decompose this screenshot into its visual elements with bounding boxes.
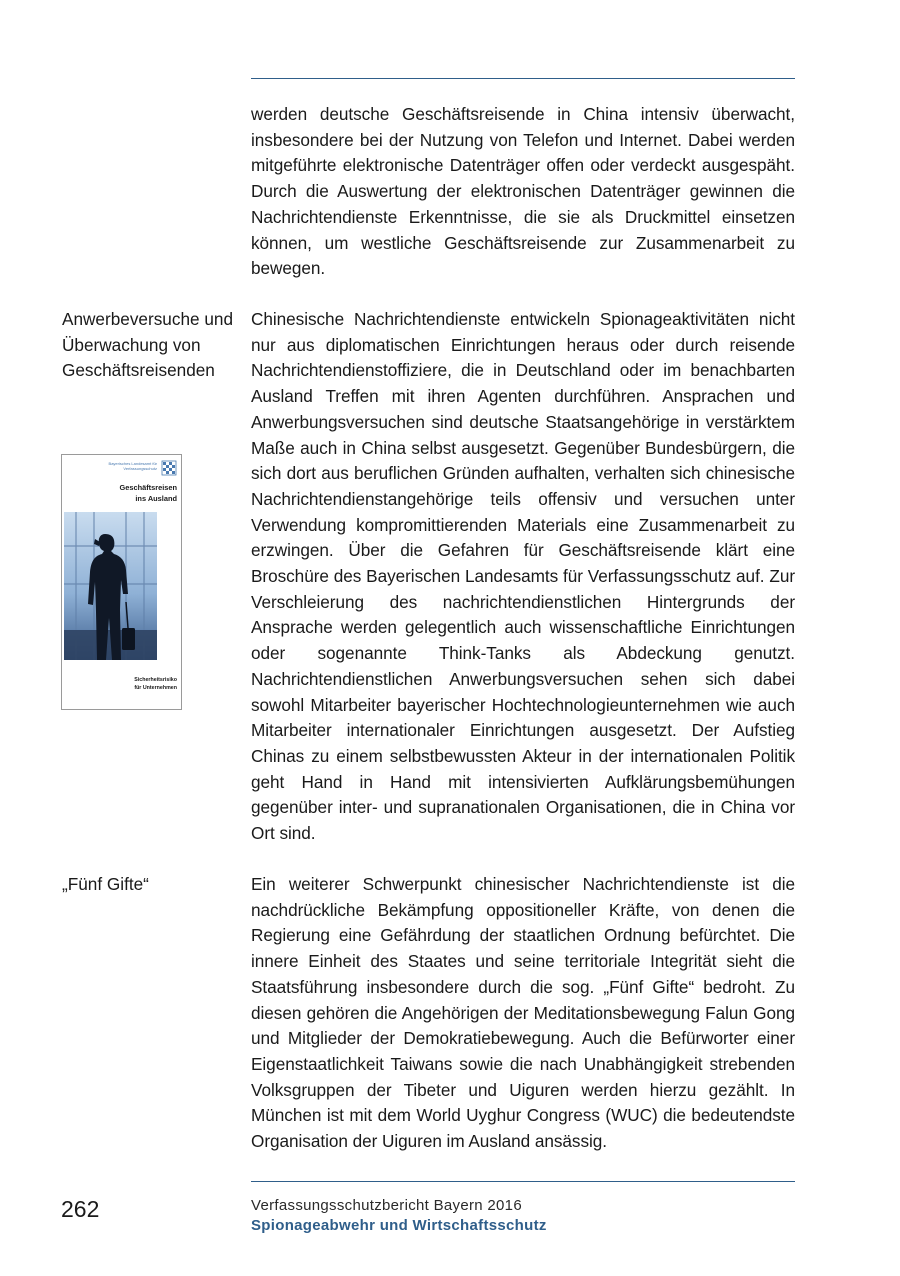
- bavarian-crest-icon: [161, 460, 177, 476]
- paragraph-five-poisons: Ein weiterer Schwerpunkt chinesischer Nachrichtendienste ist die nachdrückliche Bekämpfung oppositioneller Kräfte, von denen die Regierung eine Gefährdung der staatlichen Ordnung befürchtet. Die innere Einheit des Staates und seine territoriale Integrität sieht die Staatsführung insbesondere durch die sog. „Fünf Gifte“ bedroht. Zu diesen gehören die Angehörigen der Meditationsbewegung Falun Gong und Mitglieder der Demokratiebewegung. Auch die Befürworter einer Eigenstaatlichkeit Taiwans sowie die nach Unabhängigkeit strebenden Volksgruppen der Tibeter und Uiguren werden hierzu gezählt. In München ist mit dem World Uyghur Congress (WUC) die bedeutendste Organisation der Uiguren im Ausland ansässig.: [251, 874, 795, 1152]
- paragraph-surveillance: werden deutsche Geschäftsreisende in China intensiv überwacht, insbesondere bei der Nutzung von Telefon und Internet. Dabei werden mitgeführte elektronische Datenträger offen oder verdeckt ausgespäht. Durch die Auswertung der elektronischen Datenträger gewinnen die Nachrichtendienste Erkenntnisse, die sie als Druckmittel einsetzen können, um westliche Geschäftsreisende zur Zusammenarbeit zu bewegen.: [251, 104, 795, 279]
- footer-section-title: Spionageabwehr und Wirtschaftsschutz: [251, 1217, 547, 1234]
- brochure-title: Geschäftsreisen ins Ausland: [119, 483, 177, 503]
- businessman-silhouette-photo: [64, 512, 157, 660]
- bottom-rule: [251, 1181, 795, 1182]
- paragraph-recruitment: Chinesische Nachrichtendienste entwickeln Spionageaktivitäten nicht nur aus diplomatischen Einrichtungen heraus oder durch reisende Nachrichtendienstoffiziere, die in Deutschland oder im benachbarten Ausland Treffen mit ihren Agenten durchführen. Ansprachen und Anwerbungsversuchen sind deutsche Staatsangehörige in verstärktem Maße auch in China selbst ausgesetzt. Gegenüber Bundesbürgern, die sich dort aus beruflichen Gründen aufhalten, verhalten sich chinesische Nachrichtendienstangehörige teils offensiv und versuchen unter Verwendung kompromittierenden Materials eine Zusammenarbeit zu erzwingen. Über die Gefahren für Geschäftsreisende klärt eine Broschüre des Bayerischen Landesamts für Verfassungsschutz auf. Zur Verschleierung des nachrichtendienstlichen Hintergrunds der Ansprache werden gelegentlich auch wissenschaftliche Einrichtungen oder sogenannte Think-Tanks als Abdeckung genutzt. Nachrichtendienstlichen Anwerbungsversuchen sehen sich dabei sowohl Mitarbeiter bayerischer Hochtechnologieunternehmen wie auch Mitarbeiter internationaler Einrichtungen ausgesetzt. Der Aufstieg Chinas zu einem selbstbewussten Akteur in der internationalen Politik geht Hand in Hand mit intensivierten Aufklärungsbemühungen gegenüber inter- und supranationalen Organisationen, die in China vor Ort sind.: [251, 309, 795, 844]
- margin-note-recruitment: Anwerbeversuche und Überwachung von Geschäftsreisenden: [62, 309, 234, 381]
- brochure-logo: [107, 460, 177, 476]
- footer-report-title: Verfassungsschutzbericht Bayern 2016: [251, 1197, 522, 1214]
- top-rule: [251, 78, 795, 79]
- brochure-cover-image: [61, 454, 182, 710]
- brochure-logo-text: Bayerisches Landesamt für Verfassungsschutz: [108, 461, 157, 471]
- brochure-subtitle: Sicherheitsrisiko für Unternehmen: [134, 677, 177, 691]
- margin-note-five-poisons: „Fünf Gifte“: [62, 874, 149, 894]
- page-number: 262: [61, 1196, 100, 1222]
